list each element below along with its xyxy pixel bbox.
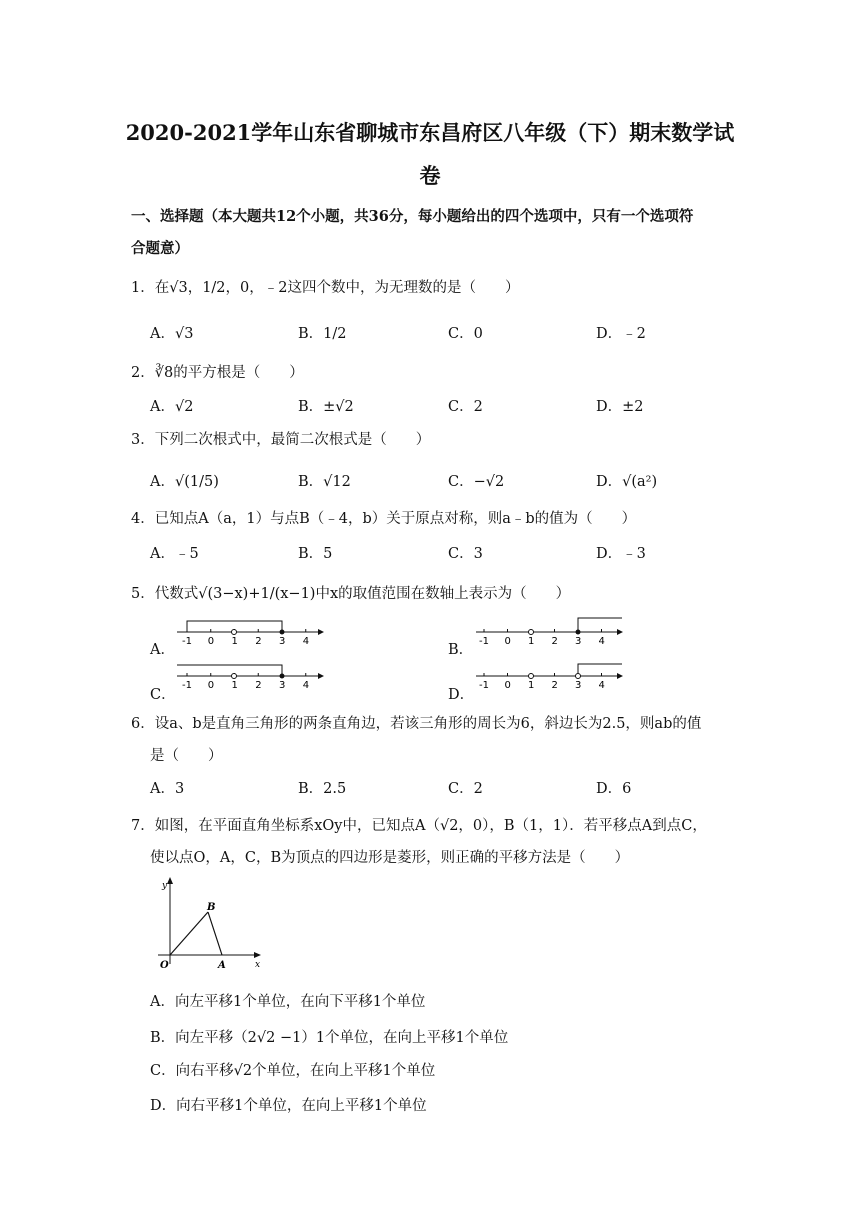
number-line-tick-label: 0	[504, 680, 511, 691]
question-7-option-d[interactable]: D．向右平移1个单位，在向上平移1个单位	[150, 1098, 427, 1114]
number-line-tick-label: 0	[207, 636, 215, 647]
question-3-option-a[interactable]: A．√(1/5)	[150, 474, 219, 490]
section-heading-line2: 合题意）	[131, 240, 189, 257]
section-heading-line1: 一、选择题（本大题共12个小题，共36分，每小题给出的四个选项中，只有一个选项符	[131, 208, 694, 225]
number-line-c	[175, 662, 325, 694]
question-6-text-line2: 是（ ）	[150, 748, 223, 764]
number-line-tick-label: 1	[528, 680, 535, 691]
question-6-text-line1: 6．设a、b是直角三角形的两条直角边，若该三角形的周长为6，斜边长为2.5，则ab的值	[131, 716, 702, 732]
question-3-option-b[interactable]: B．√12	[298, 474, 351, 490]
number-line-tick-label: 0	[504, 636, 511, 647]
question-3-option-d[interactable]: D．√(a²)	[596, 474, 658, 490]
question-5-option-b[interactable]: B．	[448, 642, 474, 658]
question-2-option-d[interactable]: D．±2	[596, 399, 644, 415]
question-5-option-c[interactable]: C．	[150, 687, 176, 703]
number-line-tick-label: 3	[279, 680, 286, 691]
question-1-text: 1．在√3，1/2，0，﹣2这四个数中，为无理数的是（ ）	[131, 280, 520, 296]
question-6-option-a[interactable]: A．3	[150, 781, 185, 797]
number-line-d	[474, 662, 624, 694]
number-line-tick-label: 2	[551, 636, 558, 647]
figure-label-y: y	[162, 881, 168, 891]
question-4-option-a[interactable]: A．﹣5	[150, 546, 199, 562]
number-line-tick-label: 2	[255, 636, 262, 647]
question-6-option-d[interactable]: D．6	[596, 781, 632, 797]
question-7-option-c[interactable]: C．向右平移√2个单位，在向上平移1个单位	[150, 1063, 436, 1079]
question-2-option-c[interactable]: C．2	[448, 399, 483, 415]
number-line-tick-label: 4	[598, 636, 605, 647]
number-line-tick-label: 3	[575, 636, 582, 647]
question-1-option-d[interactable]: D．﹣2	[596, 326, 646, 342]
question-4-option-c[interactable]: C．3	[448, 546, 483, 562]
number-line-tick-label: -1	[182, 636, 192, 647]
number-line-tick-label: 2	[551, 680, 558, 691]
question-6-option-c[interactable]: C．2	[448, 781, 483, 797]
number-line-tick-label: 4	[302, 680, 310, 691]
number-line-tick-label: 2	[255, 680, 262, 691]
figure-label-x: x	[255, 960, 261, 970]
figure-label-b: B	[207, 902, 216, 913]
coordinate-figure	[150, 874, 265, 974]
number-line-tick-label: 1	[231, 680, 238, 691]
question-6-option-b[interactable]: B．2.5	[298, 781, 347, 797]
question-7-text-line1: 7．如图，在平面直角坐标系xOy中，已知点A（√2，0），B（1，1）．若平移点A到点C，	[131, 818, 707, 834]
number-line-a	[175, 618, 325, 650]
question-2-text: 2．∛8的平方根是（ ）	[131, 365, 304, 381]
question-7-option-a[interactable]: A．向左平移1个单位，在向下平移1个单位	[150, 994, 426, 1010]
number-line-tick-label: 1	[231, 636, 238, 647]
question-5-option-d[interactable]: D．	[448, 687, 475, 703]
number-line-tick-label: 3	[279, 636, 286, 647]
question-2-option-a[interactable]: A．√2	[150, 399, 194, 415]
number-line-tick-label: 3	[575, 680, 582, 691]
question-1-option-a[interactable]: A．√3	[150, 326, 194, 342]
question-4-text: 4．已知点A（a，1）与点B（﹣4，b）关于原点对称，则a﹣b的值为（ ）	[131, 511, 637, 527]
number-line-tick-label: -1	[479, 636, 489, 647]
question-3-option-c[interactable]: C．−√2	[448, 474, 505, 490]
question-5-text: 5．代数式√(3−x)+1/(x−1)中x的取值范围在数轴上表示为（ ）	[131, 586, 571, 602]
figure-label-a: A	[218, 960, 226, 971]
page-title-line2: 卷	[419, 163, 441, 188]
number-line-tick-label: 4	[598, 680, 605, 691]
number-line-tick-label: 1	[528, 636, 535, 647]
question-1-option-c[interactable]: C．0	[448, 326, 483, 342]
figure-label-o: O	[160, 960, 169, 971]
number-line-tick-label: 0	[207, 680, 215, 691]
question-7-text-line2: 使以点O，A，C，B为顶点的四边形是菱形，则正确的平移方法是（ ）	[150, 850, 630, 866]
question-4-option-d[interactable]: D．﹣3	[596, 546, 646, 562]
question-7-option-b[interactable]: B．向左平移（2√2 −1）1个单位，在向上平移1个单位	[150, 1030, 509, 1046]
question-4-option-b[interactable]: B．5	[298, 546, 333, 562]
number-line-b	[474, 616, 624, 650]
number-line-tick-label: -1	[479, 680, 489, 691]
number-line-tick-label: -1	[182, 680, 192, 691]
question-1-option-b[interactable]: B．1/2	[298, 326, 347, 342]
page-title-line1: 2020-2021学年山东省聊城市东昌府区八年级（下）期末数学试	[125, 120, 735, 145]
question-3-text: 3．下列二次根式中，最简二次根式是（ ）	[131, 432, 431, 448]
question-5-option-a[interactable]: A．	[150, 642, 175, 658]
number-line-tick-label: 4	[302, 636, 310, 647]
question-2-option-b[interactable]: B．±√2	[298, 399, 354, 415]
